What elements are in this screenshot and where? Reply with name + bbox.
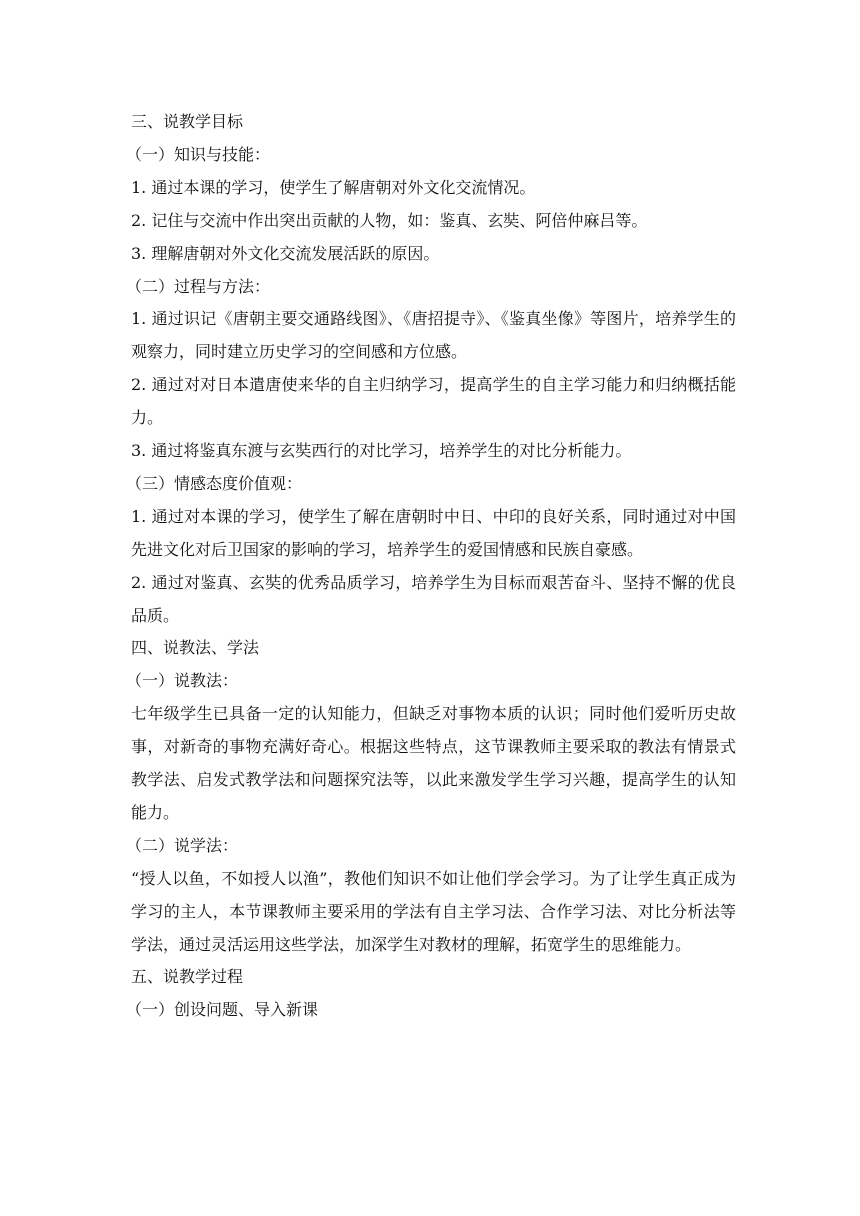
list-item: 1. 通过本课的学习，使学生了解唐朝对外文化交流情况。 <box>131 177 536 197</box>
section-heading: 五、说教学过程 <box>131 967 244 987</box>
list-item: 2. 记住与交流中作出突出贡献的人物，如：鉴真、玄奘、阿倍仲麻吕等。 <box>131 210 648 230</box>
document-body <box>126 106 736 1027</box>
list-item: 2. 通过对对日本遣唐使来华的自主归纳学习，提高学生的自主学习能力和归纳概括能力。 <box>131 375 736 428</box>
subsection-heading: （二）过程与方法： <box>126 276 271 296</box>
list-item: 3. 理解唐朝对外文化交流发展活跃的原因。 <box>131 243 440 263</box>
list-item: 1. 通过对本课的学习，使学生了解在唐朝时中日、中印的良好关系，同时通过对中国先进文化对后卫国家的影响的学习，培养学生的爱国情感和民族自豪感。 <box>131 506 736 559</box>
paragraph: “授人以鱼，不如授人以渔”，教他们知识不如让他们学会学习。为了让学生真正成为学习的主人，本节课教师主要采用的学法有自主学习法、合作学习法、对比分析法等学法，通过灵活运用这些学法，加深学生对教材的理解，拓宽学生的思维能力。 <box>131 868 736 954</box>
subsection-heading: （一）说教法： <box>126 671 239 691</box>
list-item: 2. 通过对鉴真、玄奘的优秀品质学习，培养学生为目标而艰苦奋斗、坚持不懈的优良品质。 <box>131 572 736 625</box>
list-item: 3. 通过将鉴真东渡与玄奘西行的对比学习，培养学生的对比分析能力。 <box>131 441 632 461</box>
subsection-heading: （一）知识与技能： <box>126 144 271 164</box>
section-heading: 四、说教法、学法 <box>131 638 260 658</box>
subsection-heading: （三）情感态度价值观： <box>126 473 303 493</box>
list-item: 1. 通过识记《唐朝主要交通路线图》、《唐招提寺》、《鉴真坐像》等图片，培养学生的观察力，同时建立历史学习的空间感和方位感。 <box>131 309 736 362</box>
paragraph: 七年级学生已具备一定的认知能力，但缺乏对事物本质的认识；同时他们爱听历史故事，对新奇的事物充满好奇心。根据这些特点，这节课教师主要采取的教法有情景式教学法、启发式教学法和问题探究法等，以此来激发学生学习兴趣，提高学生的认知能力。 <box>131 704 736 822</box>
subsection-heading: （一）创设问题、导入新课 <box>126 1000 319 1020</box>
section-heading: 三、说教学目标 <box>131 112 244 131</box>
subsection-heading: （二）说学法： <box>126 835 239 855</box>
